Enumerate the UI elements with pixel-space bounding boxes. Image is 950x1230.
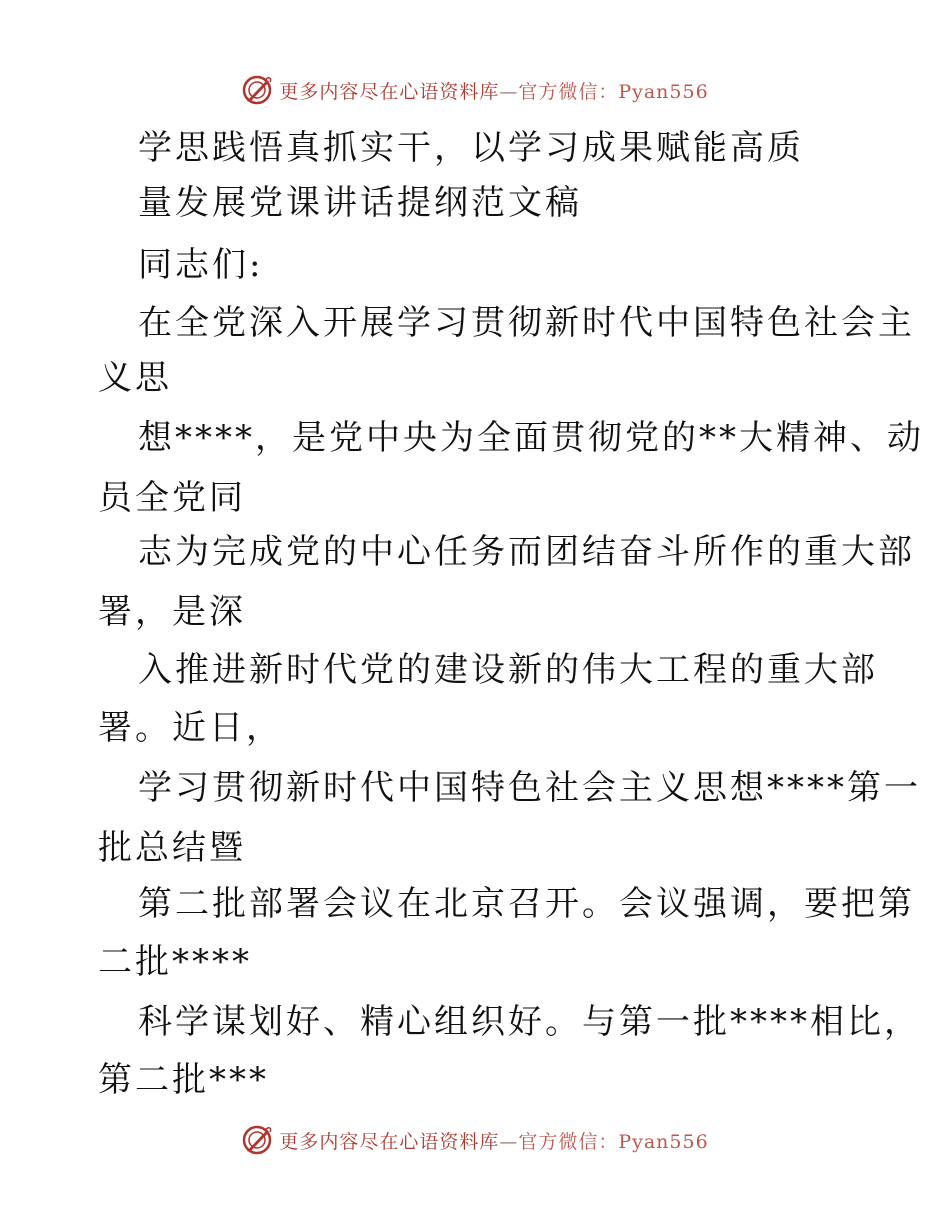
salutation: 同志们: <box>138 245 264 285</box>
body-line: 批总结暨 <box>98 828 246 868</box>
body-line: 员全党同 <box>98 478 246 518</box>
body-line: 想****，是党中央为全面贯彻党的**大精神、动 <box>138 418 924 458</box>
quill-seal-logo-icon <box>241 74 273 106</box>
body-line: 学习贯彻新时代中国特色社会主义思想****第一 <box>138 768 921 808</box>
footer-watermark <box>0 1120 950 1160</box>
watermark-dash: — <box>499 81 519 103</box>
body-line: 入推进新时代党的建设新的伟大工程的重大部 <box>138 650 878 690</box>
watermark-text <box>279 1127 708 1154</box>
document-title-line-2: 量发展党课讲话提纲范文稿 <box>138 183 582 223</box>
body-line: 志为完成党的中心任务而团结奋斗所作的重大部 <box>138 532 915 572</box>
body-line: 署，是深 <box>98 592 246 632</box>
watermark-dash: — <box>499 1131 519 1153</box>
body-line: 在全党深入开展学习贯彻新时代中国特色社会主 <box>138 303 915 343</box>
watermark-contact: 官方微信：Pyan556 <box>518 80 709 103</box>
body-line: 第二批*** <box>98 1060 269 1100</box>
body-line: 第二批部署会议在北京召开。会议强调，要把第 <box>138 884 915 924</box>
body-line: 科学谋划好、精心组织好。与第一批****相比， <box>138 1002 921 1042</box>
watermark-contact: 官方微信：Pyan556 <box>518 1130 709 1153</box>
watermark-text <box>279 77 708 104</box>
header-watermark <box>0 70 950 110</box>
body-line: 二批**** <box>98 942 252 982</box>
watermark-brand: 更多内容尽在心语资料库 <box>279 80 500 103</box>
body-line: 义思 <box>98 358 172 398</box>
quill-seal-logo-icon <box>241 1124 273 1156</box>
watermark-brand: 更多内容尽在心语资料库 <box>279 1130 500 1153</box>
body-line: 署。近日， <box>98 708 283 748</box>
document-title-line-1: 学思践悟真抓实干，以学习成果赋能高质 <box>138 128 804 168</box>
